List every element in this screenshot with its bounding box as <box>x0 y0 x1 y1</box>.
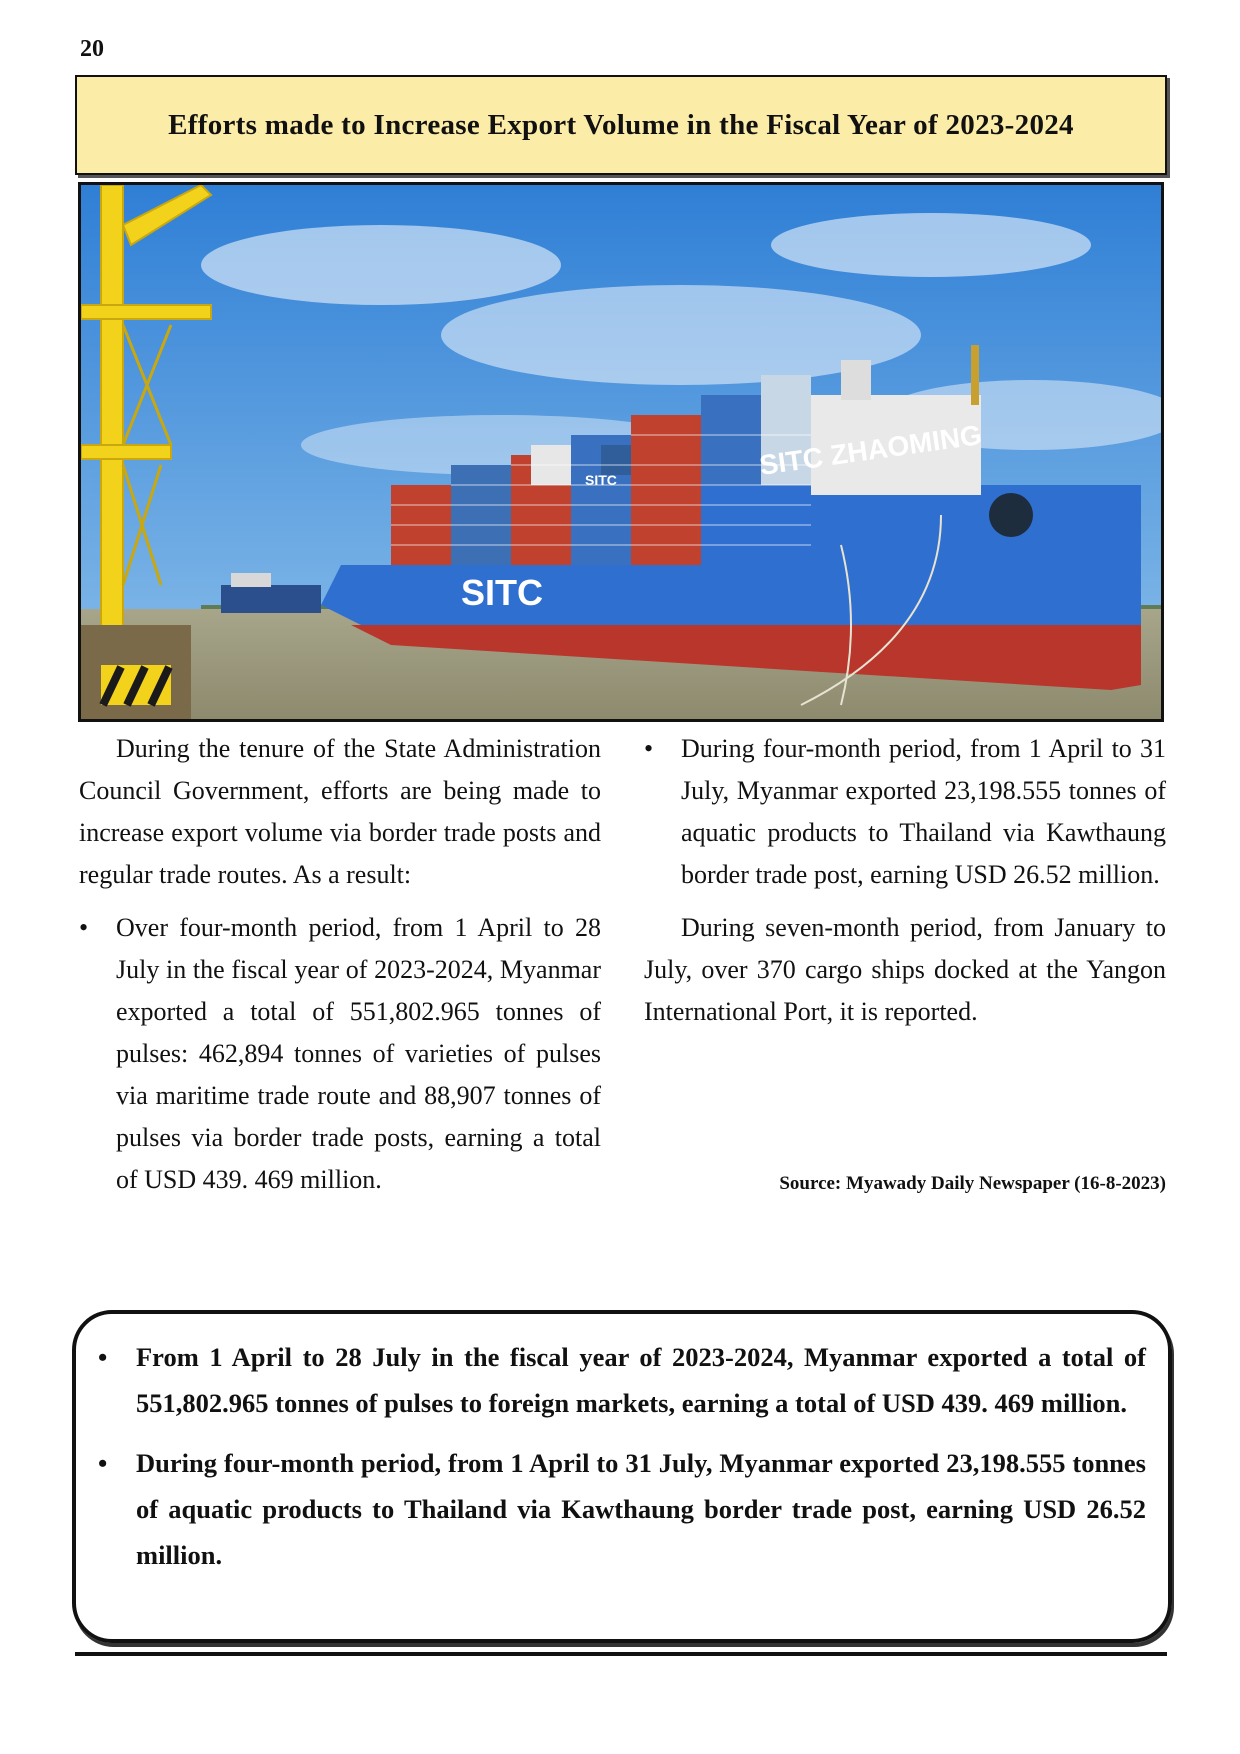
bullet-icon: • <box>79 913 89 942</box>
aquatic-export-text: During four-month period, from 1 April to 31 July, Myanmar exported 23,198.555 tonnes of aquatic products to Thailand via Kawthaung border trade post, earning USD 26.52 million. <box>681 734 1166 889</box>
summary-text-aquatic: During four-month period, from 1 April to 31 July, Myanmar exported 23,198.555 tonnes of aquatic products to Thailand via Kawthaung border trade post, earning USD 26.52 million. <box>136 1448 1146 1570</box>
cargo-ship-illustration <box>81 185 1161 719</box>
left-column <box>79 728 601 1201</box>
pulses-export-text: Over four-month period, from 1 April to 28 July in the fiscal year of 2023-2024, Myanmar exported a total of 551,802.965 tonnes of pulses: 462,894 tonnes of varieties of pulses via maritime trade route and 88,907 tonnes of pulses via border trade posts, earning a total of USD 439. 469 million. <box>116 913 601 1194</box>
page-number: 20 <box>80 36 104 62</box>
title-banner <box>75 75 1167 175</box>
cargo-ship-photo <box>78 182 1164 722</box>
bullet-icon: • <box>98 1448 108 1478</box>
summary-text-pulses: From 1 April to 28 July in the fiscal year of 2023-2024, Myanmar exported a total of 551,802.965 tonnes of pulses to foreign markets, earning a total of USD 439. 469 million. <box>136 1342 1146 1418</box>
bullet-icon: • <box>98 1342 108 1372</box>
summary-item-aquatic <box>98 1440 1146 1578</box>
aquatic-export-bullet <box>644 728 1166 896</box>
container-logo-text: SITC <box>585 472 617 488</box>
intro-paragraph: During the tenure of the State Administration Council Government, efforts are being made to increase export volume via border trade posts and regular trade routes. As a result: <box>79 734 601 889</box>
source-citation: Source: Myawady Daily Newspaper (16-8-2023) <box>779 1173 1166 1194</box>
page-title: Efforts made to Increase Export Volume in the Fiscal Year of 2023-2024 <box>168 108 1074 141</box>
ship-name-text: SITC ZHAOMING <box>757 419 984 481</box>
ship-logo-text: SITC <box>461 572 544 613</box>
bottom-divider <box>75 1652 1167 1656</box>
right-column <box>644 728 1166 1033</box>
cargo-ships-paragraph: During seven-month period, from January to July, over 370 cargo ships docked at the Yangon International Port, it is reported. <box>644 913 1166 1026</box>
bullet-icon: • <box>644 734 654 763</box>
pulses-export-bullet <box>79 907 601 1201</box>
summary-item-pulses <box>98 1334 1146 1426</box>
summary-box <box>72 1310 1172 1643</box>
